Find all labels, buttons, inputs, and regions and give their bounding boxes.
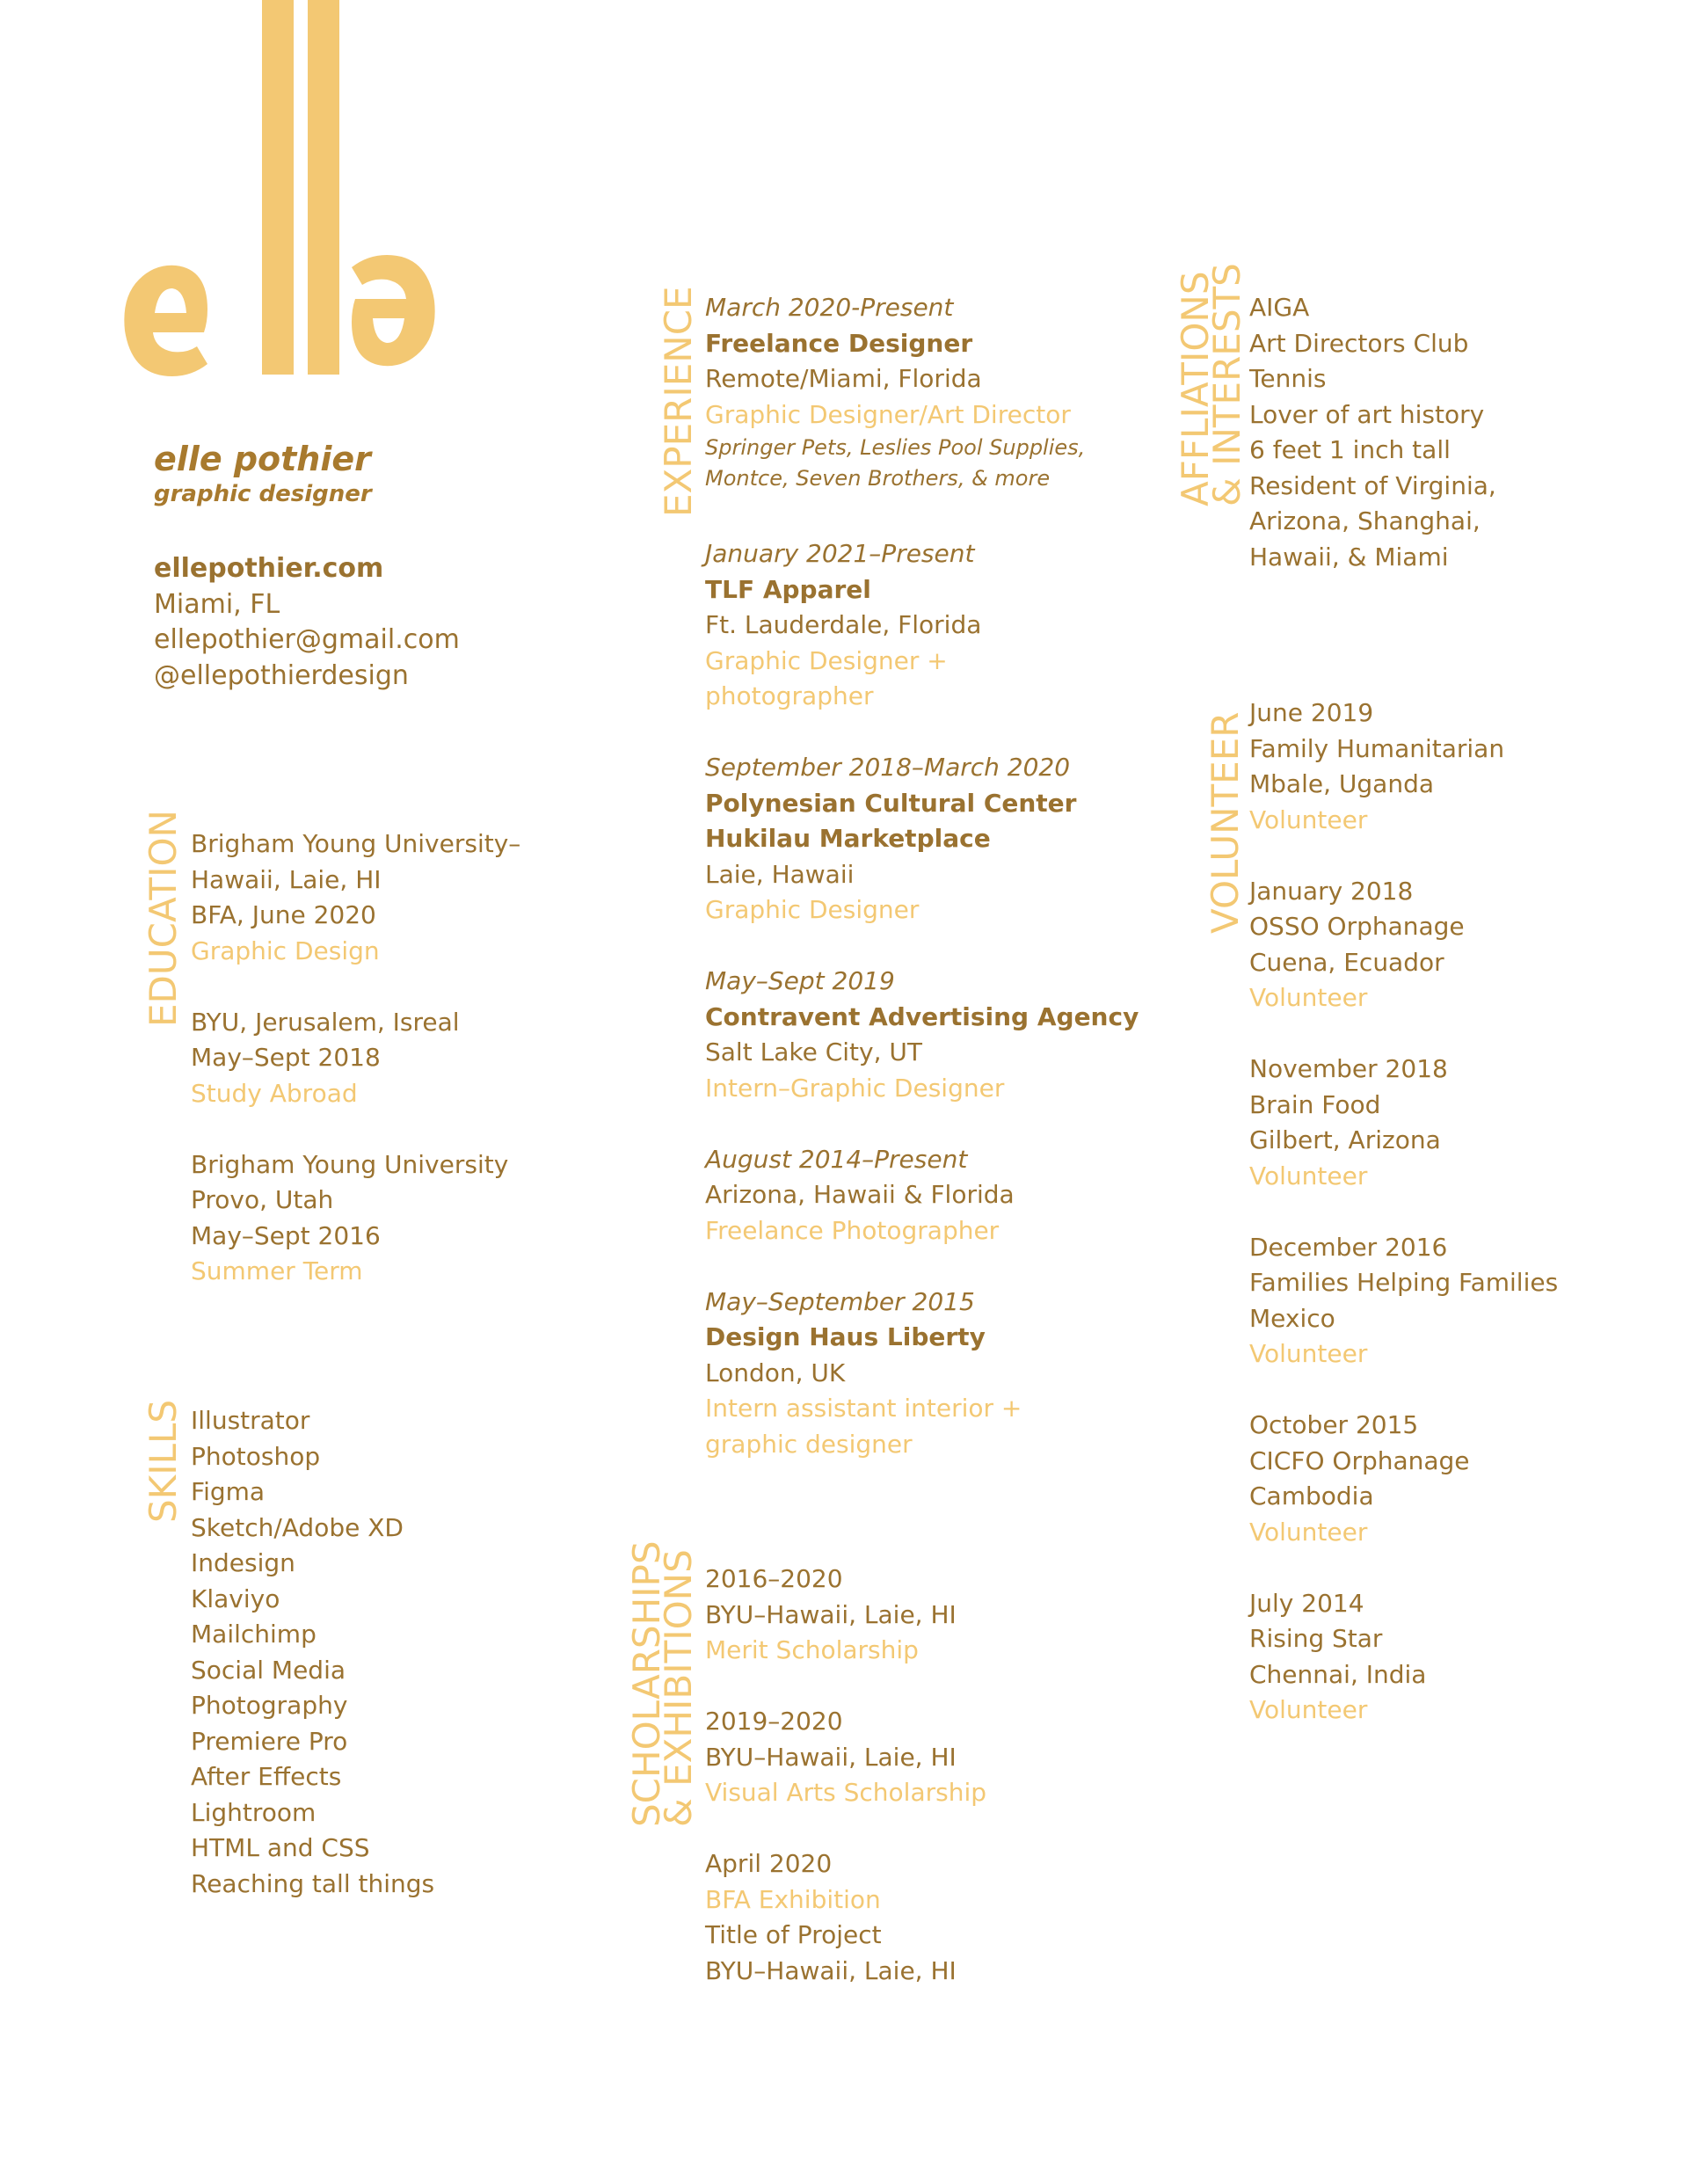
affiliations-list <box>1249 290 1496 575</box>
email-link[interactable]: ellepothier@gmail.com <box>154 624 460 655</box>
exhibition-place: BYU–Hawaii, Laie, HI <box>705 1955 957 1985</box>
exp-role: photographer <box>705 681 874 710</box>
volunteer-role: Volunteer <box>1249 1161 1368 1190</box>
contact-block <box>154 551 460 694</box>
exp-place: Laie, Hawaii <box>705 859 855 889</box>
education-header: EDUCATION <box>142 810 185 1027</box>
skill-item: After Effects <box>191 1762 342 1791</box>
volunteer-date: November 2018 <box>1249 1054 1448 1083</box>
volunteer-place: Cuena, Ecuador <box>1249 947 1444 977</box>
exhibition-title: BFA Exhibition <box>705 1884 881 1914</box>
exp-clients: Springer Pets, Leslies Pool Supplies, <box>705 435 1086 460</box>
exp-clients: Montce, Seven Brothers, & more <box>705 466 1051 491</box>
exhibition-date: April 2020 <box>705 1849 833 1878</box>
volunteer-role: Volunteer <box>1249 1339 1368 1368</box>
skills-list <box>191 1403 434 1902</box>
exp-place: Arizona, Hawaii & Florida <box>705 1180 1015 1209</box>
list-item: Hawaii, Laie, HI <box>191 864 382 894</box>
name-block <box>154 440 371 478</box>
affiliation-item: AIGA <box>1249 293 1310 322</box>
education-list <box>191 826 520 1290</box>
skill-item: Mailchimp <box>191 1620 316 1649</box>
exp-company: Hukilau Marketplace <box>705 824 991 853</box>
exp-company: Design Haus Liberty <box>705 1322 986 1351</box>
volunteer-org: Family Humanitarian <box>1249 733 1505 763</box>
volunteer-place: Gilbert, Arizona <box>1249 1125 1441 1154</box>
exp-role: Graphic Designer + <box>705 645 948 675</box>
exp-date: May–September 2015 <box>705 1286 975 1316</box>
volunteer-place: Mbale, Uganda <box>1249 769 1434 798</box>
exhibition-project: Title of Project <box>705 1920 882 1949</box>
exp-role: Graphic Designer <box>705 895 920 924</box>
volunteer-date: June 2019 <box>1249 698 1374 727</box>
scholarship-title: Merit Scholarship <box>705 1635 919 1664</box>
list-item: May–Sept 2018 <box>191 1043 381 1072</box>
affiliation-item: Resident of Virginia, <box>1249 470 1496 500</box>
experience-list <box>705 290 1139 1462</box>
list-item: May–Sept 2016 <box>191 1220 381 1250</box>
volunteer-date: July 2014 <box>1249 1588 1364 1618</box>
list-item: BFA, June 2020 <box>191 900 376 929</box>
list-item-highlight: Graphic Design <box>191 935 380 965</box>
skill-item: HTML and CSS <box>191 1833 370 1862</box>
exp-date: September 2018–March 2020 <box>705 753 1071 782</box>
exp-role: graphic designer <box>705 1429 913 1459</box>
volunteer-header: VOLUNTEER <box>1204 711 1247 934</box>
exp-role: Intern assistant interior + <box>705 1394 1022 1423</box>
affiliation-item: Art Directors Club <box>1249 328 1469 358</box>
exp-place: Salt Lake City, UT <box>705 1037 922 1067</box>
volunteer-role: Volunteer <box>1249 804 1368 834</box>
exp-company: Freelance Designer <box>705 328 973 358</box>
exp-date: May–Sept 2019 <box>705 966 895 995</box>
volunteer-role: Volunteer <box>1249 1695 1368 1724</box>
skill-item: Reaching tall things <box>191 1868 435 1898</box>
volunteer-date: January 2018 <box>1249 876 1414 906</box>
exp-company: TLF Apparel <box>705 574 871 604</box>
volunteer-org: Brain Food <box>1249 1089 1381 1119</box>
exp-place: London, UK <box>705 1358 846 1387</box>
experience-header: EXPERIENCE <box>657 286 700 517</box>
skill-item: Klaviyo <box>191 1583 280 1613</box>
scholarship-date: 2016–2020 <box>705 1564 843 1593</box>
volunteer-org: CICFO Orphanage <box>1249 1445 1470 1475</box>
scholarships-header-line1: SCHOLARSHIPS <box>625 1540 668 1827</box>
volunteer-date: October 2015 <box>1249 1410 1419 1439</box>
volunteer-org: Families Helping Families <box>1249 1268 1559 1297</box>
social-handle[interactable]: @ellepothierdesign <box>154 659 409 691</box>
list-item: BYU, Jerusalem, Isreal <box>191 1007 460 1037</box>
exp-company: Polynesian Cultural Center <box>705 788 1077 818</box>
job-title: graphic designer <box>154 481 372 507</box>
scholarship-title: Visual Arts Scholarship <box>705 1778 987 1807</box>
affiliations-header-line2: & INTERESTS <box>1205 263 1248 506</box>
website-link[interactable]: ellepothier.com <box>154 553 384 584</box>
affiliation-item: 6 feet 1 inch tall <box>1249 435 1451 464</box>
skill-item: Lightroom <box>191 1797 316 1827</box>
volunteer-role: Volunteer <box>1249 1517 1368 1547</box>
exp-role: Intern–Graphic Designer <box>705 1073 1005 1103</box>
skill-item: Photoshop <box>191 1441 321 1471</box>
name: elle pothier <box>154 440 371 478</box>
affiliation-item: Arizona, Shanghai, <box>1249 506 1481 535</box>
list-item-highlight: Summer Term <box>191 1256 363 1285</box>
volunteer-place: Cambodia <box>1249 1481 1374 1511</box>
volunteer-date: December 2016 <box>1249 1232 1448 1262</box>
volunteer-org: Rising Star <box>1249 1624 1383 1653</box>
list-item: Brigham Young University– <box>191 829 521 858</box>
affiliation-item: Hawaii, & Miami <box>1249 542 1449 571</box>
exp-role: Freelance Photographer <box>705 1215 1000 1245</box>
scholarships-list <box>705 1562 986 1989</box>
exp-place: Ft. Lauderdale, Florida <box>705 610 982 639</box>
elle-logo <box>0 0 457 404</box>
affiliation-item: Tennis <box>1249 364 1327 393</box>
list-item: Provo, Utah <box>191 1185 334 1214</box>
list-item: Brigham Young University <box>191 1149 509 1179</box>
skill-item: Sketch/Adobe XD <box>191 1512 404 1542</box>
skill-item: Premiere Pro <box>191 1726 348 1756</box>
exp-date: August 2014–Present <box>705 1144 968 1174</box>
exp-role: Graphic Designer/Art Director <box>705 399 1071 429</box>
affiliation-item: Lover of art history <box>1249 399 1485 429</box>
volunteer-place: Chennai, India <box>1249 1659 1427 1689</box>
location: Miami, FL <box>154 588 280 620</box>
scholarship-place: BYU–Hawaii, Laie, HI <box>705 1599 957 1629</box>
exp-date: January 2021–Present <box>705 539 975 568</box>
skill-item: Figma <box>191 1477 266 1506</box>
skill-item: Social Media <box>191 1655 346 1685</box>
affiliations-header-line1: AFFLIATIONS <box>1174 271 1217 506</box>
exp-date: March 2020-Present <box>705 293 954 322</box>
volunteer-place: Mexico <box>1249 1303 1335 1333</box>
scholarship-place: BYU–Hawaii, Laie, HI <box>705 1742 957 1772</box>
title-block <box>154 480 372 508</box>
skill-item: Photography <box>191 1691 348 1720</box>
list-item-highlight: Study Abroad <box>191 1078 358 1108</box>
volunteer-role: Volunteer <box>1249 983 1368 1012</box>
skills-header: SKILLS <box>142 1399 185 1523</box>
volunteer-org: OSSO Orphanage <box>1249 912 1465 941</box>
skill-item: Indesign <box>191 1548 295 1577</box>
skill-item: Illustrator <box>191 1406 310 1435</box>
scholarships-header-line2: & EXHIBITIONS <box>657 1549 700 1827</box>
exp-place: Remote/Miami, Florida <box>705 364 982 393</box>
volunteer-list <box>1249 695 1558 1729</box>
exp-company: Contravent Advertising Agency <box>705 1001 1139 1031</box>
scholarship-date: 2019–2020 <box>705 1707 843 1736</box>
